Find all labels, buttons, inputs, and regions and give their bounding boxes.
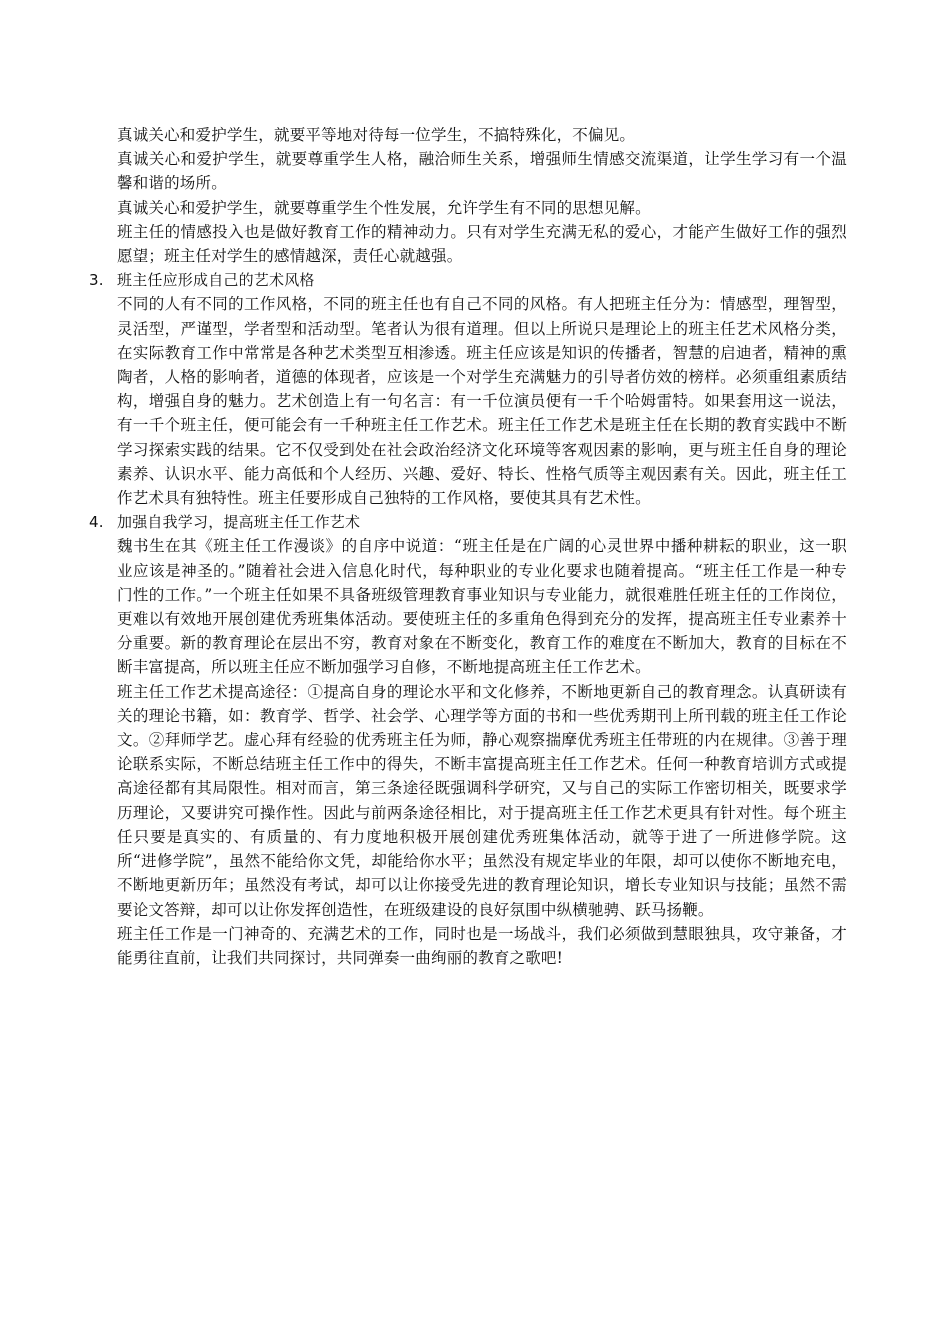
body-paragraph: 真诚关心和爱护学生，就要尊重学生人格，融洽师生关系，增强师生情感交流渠道，让学生学习有一个温馨和谐的场所。 bbox=[117, 150, 847, 193]
section-title: 加强自我学习，提高班主任工作艺术 bbox=[117, 513, 361, 532]
body-paragraph: 班主任工作艺术提高途径：①提高自身的理论水平和文化修养，不断地更新自己的教育理念。认真研读有关的理论书籍，如：教育学、哲学、社会学、心理学等方面的书和一些优秀期刊上所刊载的班主任工作论文。②拜师学艺。虚心拜有经验的优秀班主任为师，静心观察揣摩优秀班主任带班的内在规律。③善于理论联系实际，不断总结班主任工作中的得失，不断丰富提高班主任工作艺术。任何一种教育培训方式或提高途径都有其局限性。相对而言，第三条途径既强调科学研究，又与自己的实际工作密切相关，既要求学历理论，又要讲究可操作性。因此与前两条途径相比，对于提高班主任工作艺术更具有针对性。每个班主任只要是真实的、有质量的、有力度地积极开展创建优秀班集体活动，就等于进了一所进修学院。这所“进修学院”，虽然不能给你文凭，却能给你水平；虽然没有规定毕业的年限，却可以使你不断地充电，不断地更新历年；虽然没有考试，却可以让你接受先进的教育理论知识，增长专业知识与技能；虽然不需要论文答辩，却可以让你发挥创造性，在班级建设的良好氛围中纵横驰骋、跃马扬鞭。 bbox=[117, 682, 847, 919]
section-number: 4. bbox=[89, 513, 104, 532]
document-body bbox=[89, 123, 847, 970]
section-number: 3. bbox=[89, 271, 104, 290]
section-heading-4 bbox=[89, 510, 847, 534]
body-paragraph: 真诚关心和爱护学生，就要平等地对待每一位学生，不搞特殊化，不偏见。 bbox=[117, 126, 636, 144]
section-title: 班主任应形成自己的艺术风格 bbox=[117, 271, 315, 290]
body-paragraph: 不同的人有不同的工作风格，不同的班主任也有自己不同的风格。有人把班主任分为：情感型，理智型，灵活型，严谨型，学者型和活动型。笔者认为很有道理。但以上所说只是理论上的班主任艺术风格分类，在实际教育工作中常常是各种艺术类型互相渗透。班主任应该是知识的传播者，智慧的启迪者，精神的熏陶者，人格的影响者，道德的体现者，应该是一个对学生充满魅力的引导者仿效的榜样。必须重组素质结构，增强自身的魅力。艺术创造上有一句名言：有一千位演员便有一千个哈姆雷特。如果套用这一说法，有一千个班主任，便可能会有一千种班主任工作艺术。班主任工作艺术是班主任在长期的教育实践中不断学习探索实践的结果。它不仅受到处在社会政治经济文化环境等客观因素的影响，更与班主任自身的理论素养、认识水平、能力高低和个人经历、兴趣、爱好、特长、性格气质等主观因素有关。因此，班主任工作艺术具有独特性。班主任要形成自己独特的工作风格，要使其具有艺术性。 bbox=[117, 295, 847, 508]
body-paragraph: 真诚关心和爱护学生，就要尊重学生个性发展，允许学生有不同的思想见解。 bbox=[117, 198, 651, 217]
body-paragraph: 班主任工作是一门神奇的、充满艺术的工作，同时也是一场战斗，我们必须做到慧眼独具，攻守兼备，才能勇往直前，让我们共同探讨，共同弹奏一曲绚丽的教育之歌吧! bbox=[117, 924, 847, 967]
body-paragraph: 班主任的情感投入也是做好教育工作的精神动力。只有对学生充满无私的爱心，才能产生做好工作的强烈愿望；班主任对学生的感情越深，责任心就越强。 bbox=[117, 222, 847, 266]
body-paragraph: 魏书生在其《班主任工作漫谈》的自序中说道：“班主任是在广阔的心灵世界中播种耕耘的职业，这一职业应该是神圣的。”随着社会进入信息化时代，每种职业的专业化要求也随着提高。“班主任工作是一种专门性的工作。”一个班主任如果不具备班级管理教育事业知识与专业能力，就很难胜任班主任的工作岗位，更难以有效地开展创建优秀班集体活动。要使班主任的多重角色得到充分的发挥，提高班主任专业素养十分重要。新的教育理论在层出不穷，教育对象在不断变化，教育工作的难度在不断加大，教育的目标在不断丰富提高，所以班主任应不断加强学习自修，不断地提高班主任工作艺术。 bbox=[117, 537, 847, 677]
section-heading-3 bbox=[89, 268, 847, 292]
